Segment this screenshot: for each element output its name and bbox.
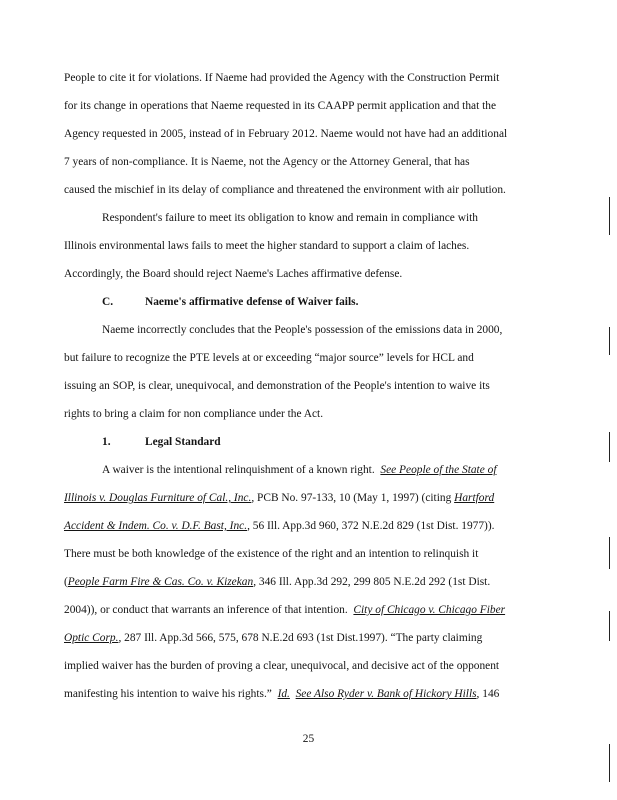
subsection-1-title: Legal Standard [145, 436, 221, 448]
subsection-heading-1 [102, 435, 221, 449]
margin-mark [609, 327, 610, 355]
body-line-8: Accordingly, the Board should reject Naeme's Laches affirmative defense. [64, 268, 403, 280]
waiver-line-6 [64, 603, 505, 617]
body-line-6: Respondent's failure to meet its obligation to know and remain in compliance with [102, 212, 478, 224]
citation: See People of the State of [380, 464, 497, 476]
citation: People Farm Fire & Cas. Co. v. Kizekan [67, 576, 254, 588]
para-c-line-3: issuing an SOP, is clear, unequivocal, and demonstration of the People's intention to waive its [64, 380, 490, 392]
paren: ( [64, 576, 68, 588]
waiver-line-7 [64, 631, 482, 645]
section-c-title: Naeme's affirmative defense of Waiver fails. [145, 296, 359, 308]
section-c-number: C. [102, 296, 114, 308]
waiver-text: A waiver is the intentional relinquishment of a known right. [102, 464, 375, 476]
citation: City of Chicago v. Chicago Fiber [353, 604, 506, 616]
subsection-1-number: 1. [102, 436, 111, 448]
citation-detail: , 346 Ill. App.3d 292, 299 805 N.E.2d 292 (1st Dist. [253, 576, 491, 588]
citation: See Also Ryder v. Bank of Hickory Hills [295, 688, 477, 700]
margin-mark [609, 537, 610, 569]
waiver-line-1 [102, 463, 497, 477]
citation-detail: , 287 Ill. App.3d 566, 575, 678 N.E.2d 693 (1st Dist.1997). “The party claiming [118, 632, 483, 644]
body-line-3: Agency requested in 2005, instead of in February 2012. Naeme would not have had an additional [64, 128, 508, 140]
para-c-line-1: Naeme incorrectly concludes that the People's possession of the emissions data in 2000, [102, 324, 503, 336]
body-line-4: 7 years of non-compliance. It is Naeme, not the Agency or the Attorney General, that has [64, 156, 470, 168]
citation: Id. [277, 688, 290, 700]
margin-mark [609, 744, 610, 782]
citation: Illinois v. Douglas Furniture of Cal., Inc. [64, 492, 252, 504]
body-line-7: Illinois environmental laws fails to meet the higher standard to support a claim of laches. [64, 240, 470, 252]
citation-detail: , 146 [476, 688, 500, 700]
body-line-5: caused the mischief in its delay of compliance and threatened the environment with air pollution. [64, 184, 506, 196]
section-heading-c [102, 295, 358, 309]
citation-detail: , PCB No. 97-133, 10 (May 1, 1997) (citing [251, 492, 455, 504]
citation: Optic Corp. [64, 632, 119, 644]
citation: Accident & Indem. Co. v. D.F. Bast, Inc. [64, 520, 248, 532]
para-c-line-2: but failure to recognize the PTE levels at or exceeding “major source” levels for HCL and [64, 352, 474, 364]
waiver-line-2 [64, 491, 494, 505]
waiver-line-3 [64, 519, 495, 533]
para-c-line-4: rights to bring a claim for non compliance under the Act. [64, 408, 324, 420]
margin-mark [609, 611, 610, 641]
citation: Hartford [454, 492, 495, 504]
margin-mark [609, 432, 610, 462]
citation-detail: , 56 Ill. App.3d 960, 372 N.E.2d 829 (1st Dist. 1977)). [247, 520, 495, 532]
waiver-line-9 [64, 687, 499, 701]
waiver-line-4: There must be both knowledge of the existence of the right and an intention to relinquish it [64, 548, 479, 560]
waiver-text: 2004)), or conduct that warrants an inference of that intention. [64, 604, 348, 616]
body-line-1: People to cite it for violations. If Naeme had provided the Agency with the Construction Permit [64, 72, 500, 84]
waiver-text: manifesting his intention to waive his rights.” [64, 688, 272, 700]
page-number: 25 [302, 733, 315, 745]
margin-mark [609, 197, 610, 235]
body-line-2: for its change in operations that Naeme requested in its CAAPP permit application and that the [64, 100, 496, 112]
waiver-line-8: implied waiver has the burden of proving a clear, unequivocal, and decisive act of the opponent [64, 660, 500, 672]
waiver-line-5 [64, 575, 490, 589]
